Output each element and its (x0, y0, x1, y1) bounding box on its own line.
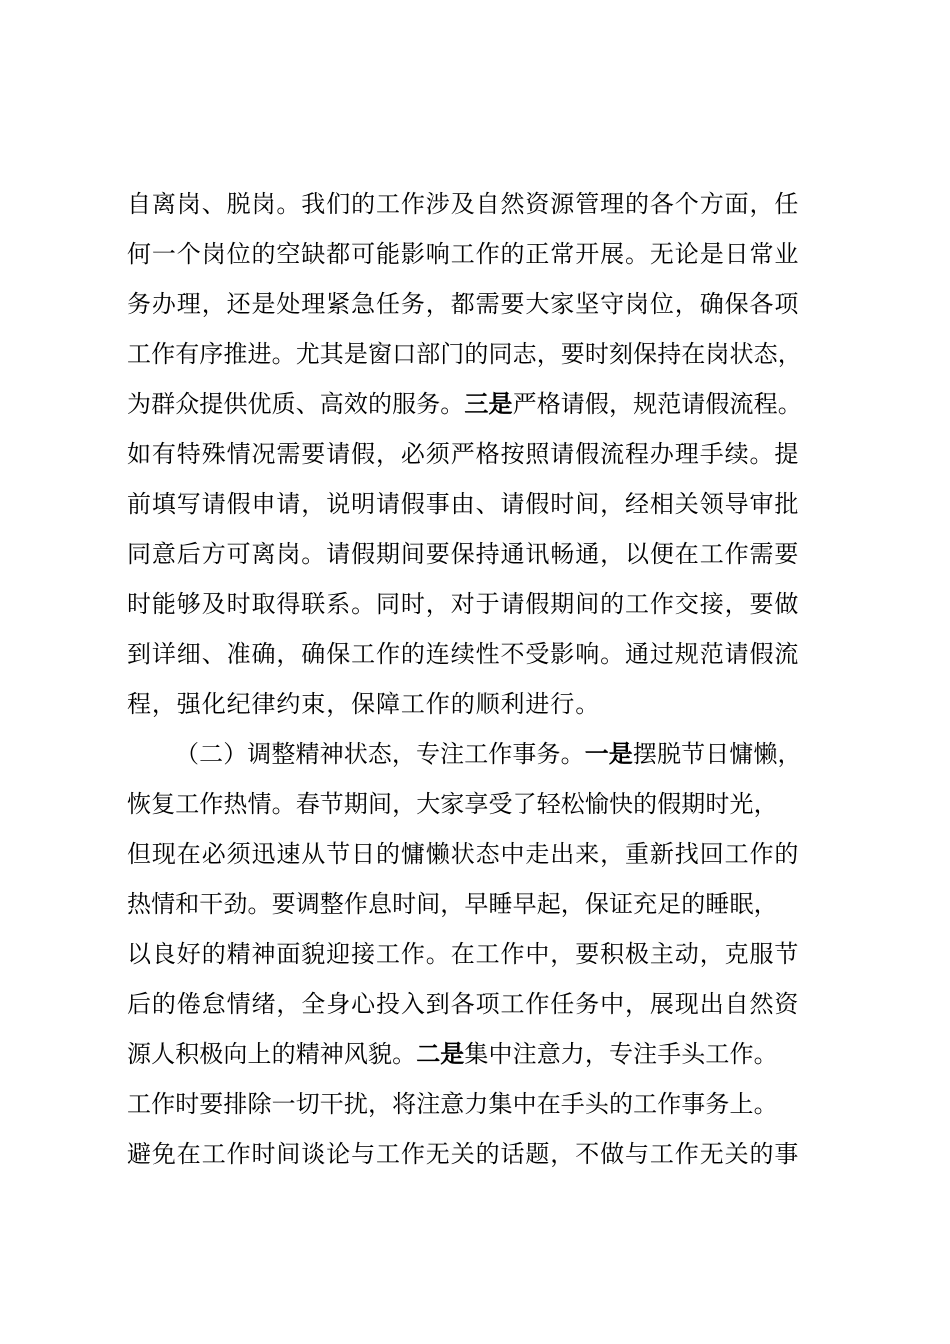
text-line-10: 到详细、准确，确保工作的连续性不受影响。通过规范请假流 (127, 640, 800, 668)
text-span: （二）调整精神状态，专注工作事务。 (175, 740, 585, 768)
text-line-2: 何一个岗位的空缺都可能影响工作的正常开展。无论是日常业 (127, 240, 800, 268)
text-line-18 (127, 1034, 827, 1074)
text-line-6: 如有特殊情况需要请假，必须严格按照请假流程办理手续。提 (127, 440, 800, 468)
text-line-3: 务办理，还是处理紧急任务，都需要大家坚守岗位，确保各项 (127, 290, 800, 318)
text-line-16: 以良好的精神面貌迎接工作。在工作中，要积极主动，克服节 (127, 940, 800, 968)
text-line-4: 工作有序推进。尤其是窗口部门的同志，要时刻保持在岗状态， (127, 340, 802, 368)
text-line-8: 同意后方可离岗。请假期间要保持通讯畅通，以便在工作需要 (127, 540, 800, 568)
text-line-9: 时能够及时取得联系。同时，对于请假期间的工作交接，要做 (127, 590, 800, 618)
text-span: 严格请假，规范请假流程。 (512, 390, 802, 418)
text-line-15: 热情和干劲。要调整作息时间，早睡早起，保证充足的睡眠， (127, 890, 778, 918)
text-line-5 (127, 384, 827, 424)
text-line-14: 但现在必须迅速从节日的慵懒状态中走出来，重新找回工作的 (127, 840, 800, 868)
text-line-1: 自离岗、脱岗。我们的工作涉及自然资源管理的各个方面，任 (127, 190, 800, 218)
section-heading-line (175, 734, 865, 774)
text-span: 集中注意力，专注手头工作。 (464, 1040, 778, 1068)
text-line-20: 避免在工作时间谈论与工作无关的话题，不做与工作无关的事 (127, 1140, 800, 1168)
text-span: 摆脱节日慵懒， (632, 740, 802, 768)
text-line-13: 恢复工作热情。春节期间，大家享受了轻松愉快的假期时光， (127, 790, 778, 818)
text-line-17: 后的倦怠情绪，全身心投入到各项工作任务中，展现出自然资 (127, 990, 800, 1018)
text-span: 源人积极向上的精神风貌。 (127, 1040, 417, 1068)
bold-marker-er-shi: 二是 (416, 1040, 465, 1068)
bold-marker-yi-shi: 一是 (584, 740, 633, 768)
text-line-7: 前填写请假申请，说明请假事由、请假时间，经相关领导审批 (127, 490, 800, 518)
text-line-19: 工作时要排除一切干扰，将注意力集中在手头的工作事务上。 (127, 1090, 778, 1118)
bold-marker-san-shi: 三是 (464, 390, 513, 418)
text-line-11: 程，强化纪律约束，保障工作的顺利进行。 (127, 690, 601, 718)
text-span: 为群众提供优质、高效的服务。 (127, 390, 465, 418)
